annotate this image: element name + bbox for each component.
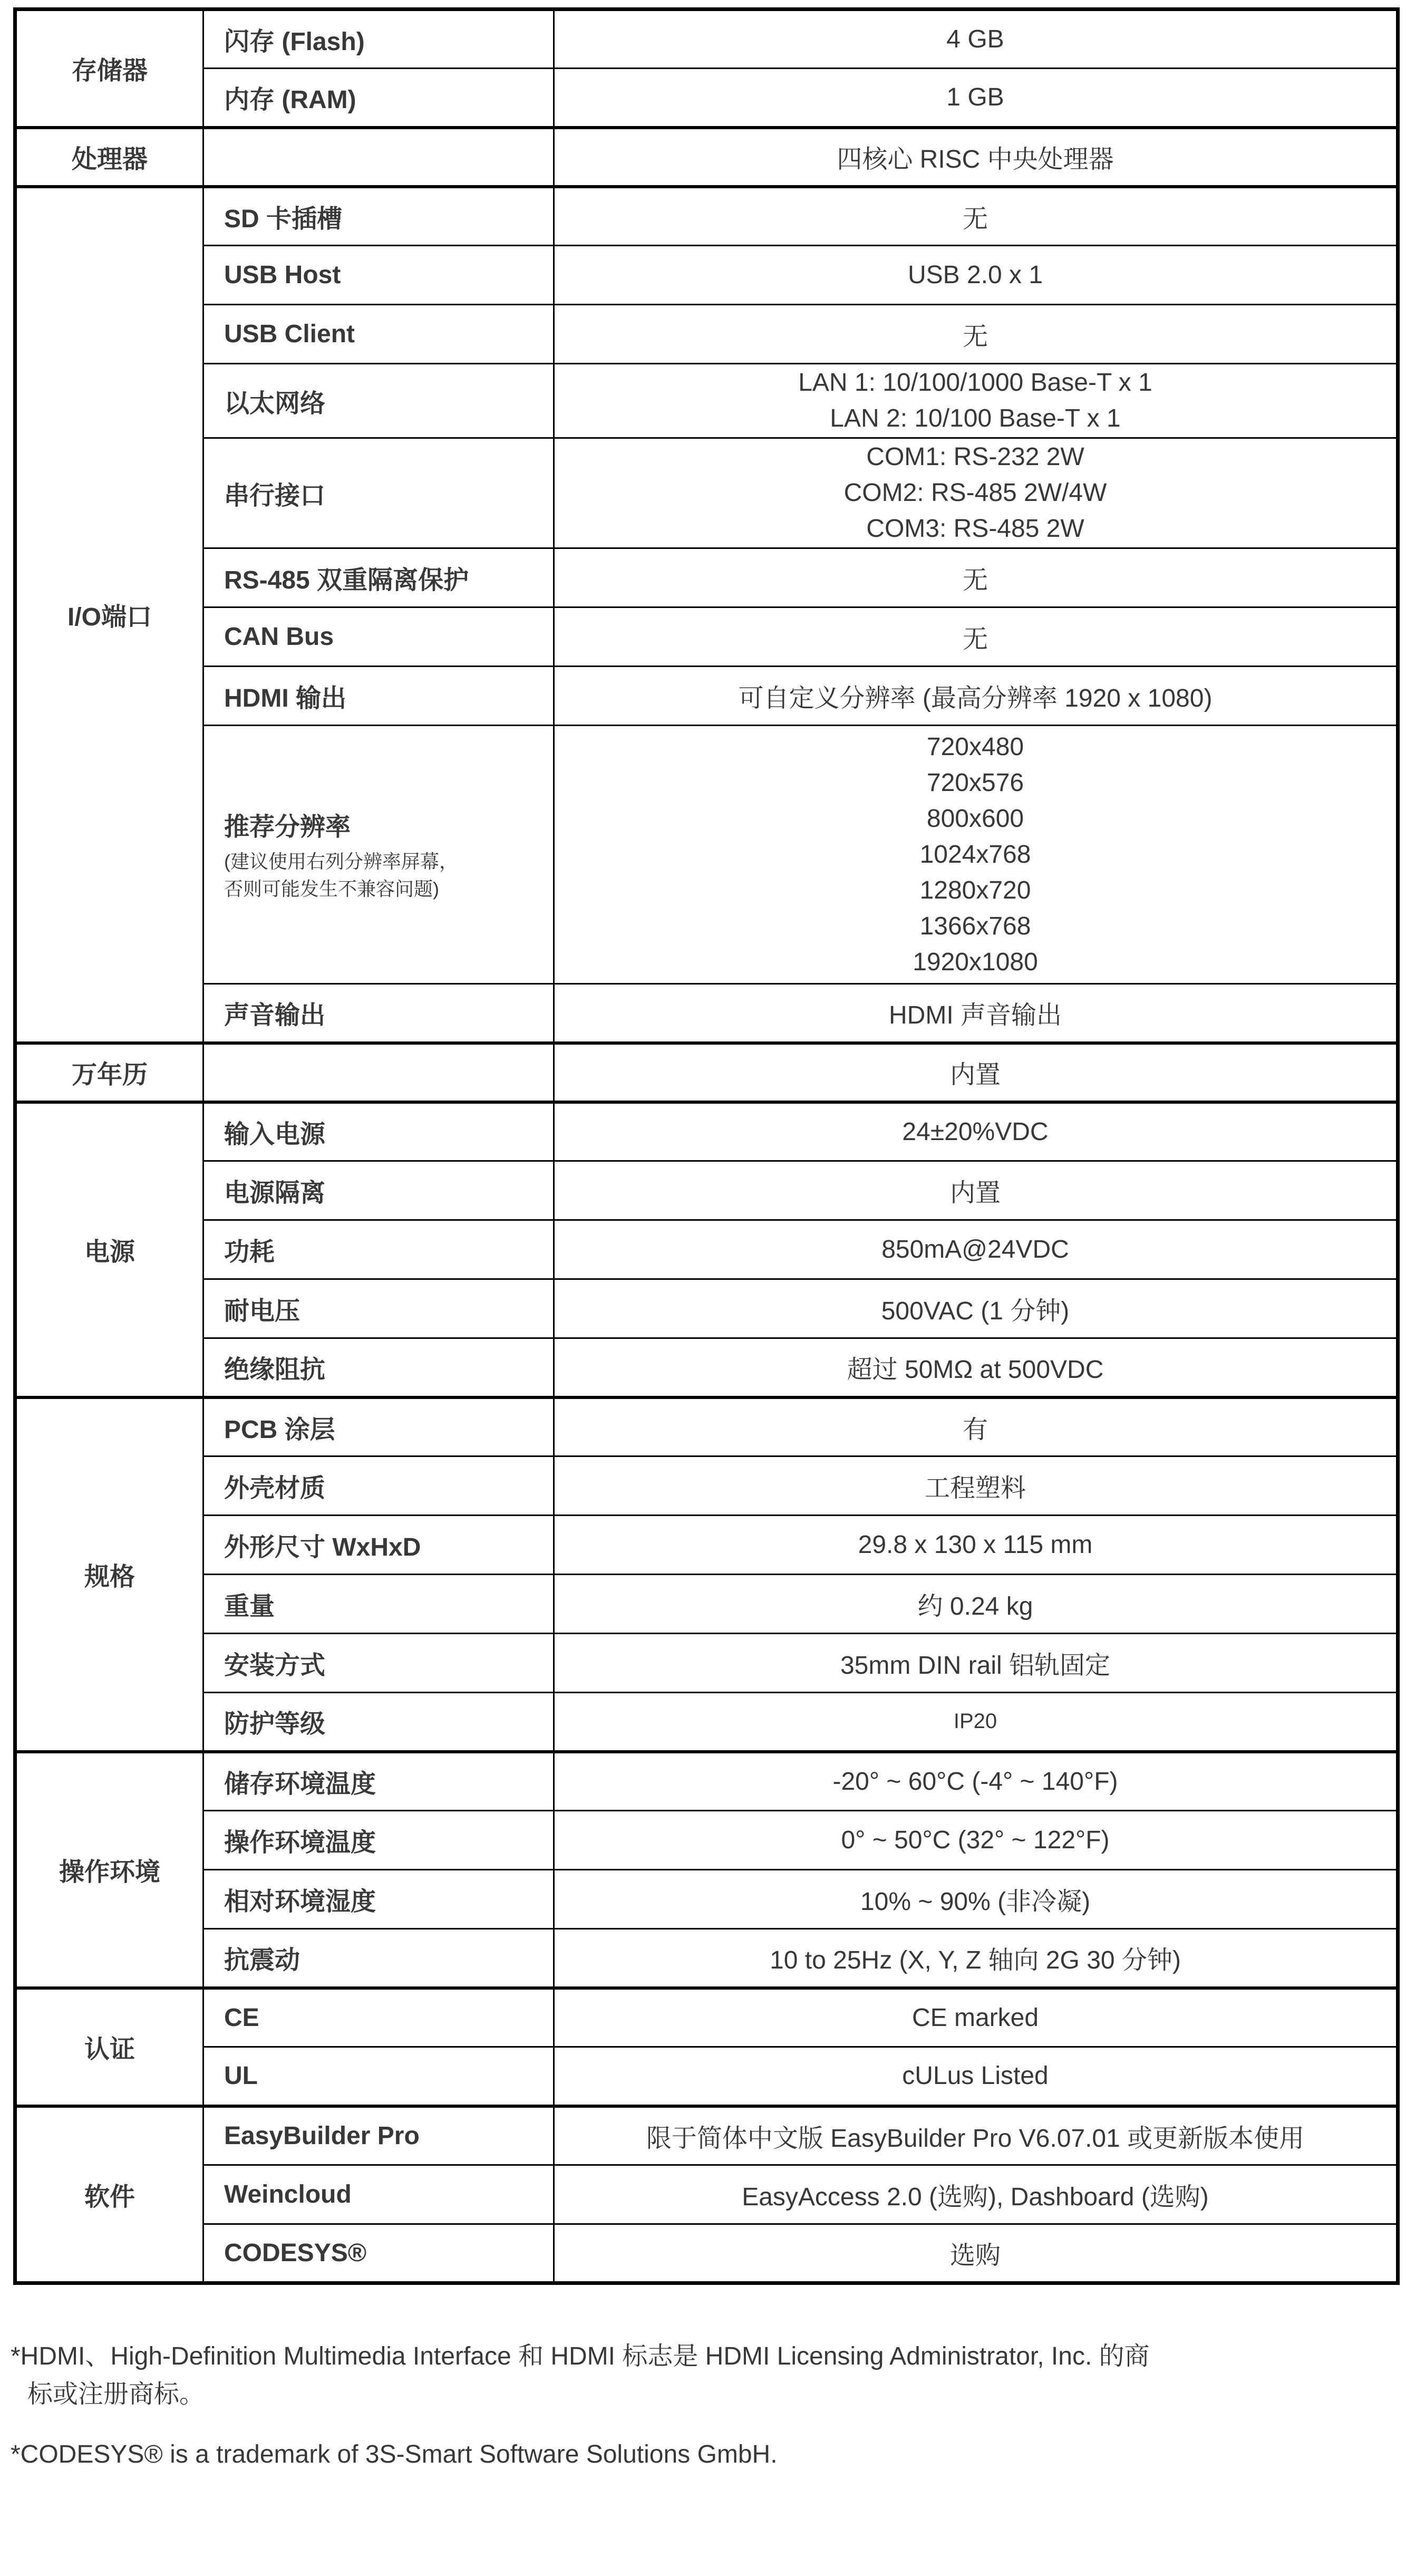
value-line: 1024x768 <box>919 840 1031 869</box>
table-row <box>15 2047 1398 2106</box>
spec-label: CODESYS® <box>203 2224 554 2283</box>
spec-label: CAN Bus <box>203 607 554 667</box>
table-row <box>15 1516 1398 1575</box>
table-row <box>15 1988 1398 2047</box>
table-row <box>15 364 1398 438</box>
spec-value <box>554 726 1398 984</box>
table-row <box>15 1338 1398 1397</box>
table-row <box>15 187 1398 246</box>
category-cell-storage: 存储器 <box>15 9 203 128</box>
value-line: 720x480 <box>926 732 1024 761</box>
spec-sheet-page <box>0 7 1406 2576</box>
spec-label: Weincloud <box>203 2165 554 2224</box>
note-line: (建议使用右列分辨率屏幕， <box>224 851 458 872</box>
footnote-hdmi-line2: 标或注册商标。 <box>27 2380 205 2408</box>
category-cell-calendar: 万年历 <box>15 1043 203 1102</box>
spec-value: 35mm DIN rail 铝轨固定 <box>554 1634 1398 1693</box>
spec-value: -20° ~ 60°C (-4° ~ 140°F) <box>554 1752 1398 1811</box>
spec-value: 工程塑料 <box>554 1456 1398 1516</box>
spec-label: 抗震动 <box>203 1929 554 1988</box>
table-row <box>15 1161 1398 1220</box>
spec-label-empty <box>203 1043 554 1102</box>
spec-value: 29.8 x 130 x 115 mm <box>554 1516 1398 1575</box>
table-row <box>15 607 1398 667</box>
table-row <box>15 667 1398 726</box>
table-row <box>15 9 1398 69</box>
table-row <box>15 1456 1398 1516</box>
value-line: COM3: RS-485 2W <box>866 515 1084 543</box>
table-row <box>15 1575 1398 1634</box>
table-row <box>15 246 1398 305</box>
spec-label: 输入电源 <box>203 1102 554 1161</box>
table-row <box>15 2165 1398 2224</box>
spec-label: 功耗 <box>203 1220 554 1279</box>
footnotes <box>11 2338 1390 2474</box>
spec-value: IP20 <box>554 1693 1398 1752</box>
value-line: LAN 2: 10/100 Base-T x 1 <box>830 404 1121 432</box>
table-row <box>15 548 1398 607</box>
spec-label: 串行接口 <box>203 438 554 548</box>
spec-label: 以太网络 <box>203 364 554 438</box>
category-cell-environment: 操作环境 <box>15 1752 203 1988</box>
spec-value: USB 2.0 x 1 <box>554 246 1398 305</box>
spec-label: EasyBuilder Pro <box>203 2106 554 2165</box>
spec-value: 约 0.24 kg <box>554 1575 1398 1634</box>
value-line: 1280x720 <box>919 876 1031 904</box>
spec-label: HDMI 输出 <box>203 667 554 726</box>
value-line: LAN 1: 10/100/1000 Base-T x 1 <box>798 369 1152 397</box>
spec-label: 相对环境湿度 <box>203 1870 554 1929</box>
spec-value: 10% ~ 90% (非冷凝) <box>554 1870 1398 1929</box>
category-cell-io: I/O端口 <box>15 187 203 1043</box>
spec-value: 无 <box>554 305 1398 364</box>
spec-value: 限于简体中文版 EasyBuilder Pro V6.07.01 或更新版本使用 <box>554 2106 1398 2165</box>
table-row <box>15 1929 1398 1988</box>
spec-label: CE <box>203 1988 554 2047</box>
table-row <box>15 1634 1398 1693</box>
footnote-hdmi-line1: *HDMI、High-Definition Multimedia Interface 和 HDMI 标志是 HDMI Licensing Administrator, Inc. 的商 <box>11 2342 1150 2370</box>
table-row <box>15 1693 1398 1752</box>
spec-label-title: 推荐分辨率 <box>224 813 351 841</box>
spec-value: 无 <box>554 607 1398 667</box>
spec-value: 内置 <box>554 1043 1398 1102</box>
spec-value: 内置 <box>554 1161 1398 1220</box>
value-line: 1920x1080 <box>913 948 1038 976</box>
spec-label: 电源隔离 <box>203 1161 554 1220</box>
spec-label: 储存环境温度 <box>203 1752 554 1811</box>
spec-value: 四核心 RISC 中央处理器 <box>554 128 1398 187</box>
spec-label: 闪存 (Flash) <box>203 9 554 69</box>
category-cell-specs: 规格 <box>15 1397 203 1752</box>
spec-label: UL <box>203 2047 554 2106</box>
table-row <box>15 984 1398 1043</box>
spec-label: 重量 <box>203 1575 554 1634</box>
spec-value: 500VAC (1 分钟) <box>554 1279 1398 1338</box>
value-line: COM1: RS-232 2W <box>866 443 1084 471</box>
spec-value: CE marked <box>554 1988 1398 2047</box>
spec-label: RS-485 双重隔离保护 <box>203 548 554 607</box>
spec-value <box>554 364 1398 438</box>
spec-value: 有 <box>554 1397 1398 1456</box>
spec-label: 外形尺寸 WxHxD <box>203 1516 554 1575</box>
note-line: 否则可能发生不兼容问题) <box>224 878 439 900</box>
spec-value: 10 to 25Hz (X, Y, Z 轴向 2G 30 分钟) <box>554 1929 1398 1988</box>
spec-label-note <box>224 848 552 903</box>
value-line: 1366x768 <box>919 912 1031 940</box>
spec-value: 可自定义分辨率 (最高分辨率 1920 x 1080) <box>554 667 1398 726</box>
value-line: 800x600 <box>926 804 1024 833</box>
spec-value: 1 GB <box>554 69 1398 128</box>
spec-value: 24±20%VDC <box>554 1102 1398 1161</box>
spec-label: USB Host <box>203 246 554 305</box>
spec-label: 操作环境温度 <box>203 1811 554 1870</box>
spec-label: 绝缘阻抗 <box>203 1338 554 1397</box>
spec-label: SD 卡插槽 <box>203 187 554 246</box>
spec-label: PCB 涂层 <box>203 1397 554 1456</box>
category-cell-software: 软件 <box>15 2106 203 2283</box>
table-row <box>15 305 1398 364</box>
category-cell-processor: 处理器 <box>15 128 203 187</box>
spec-label: 外壳材质 <box>203 1456 554 1516</box>
table-row <box>15 2106 1398 2165</box>
table-row <box>15 1397 1398 1456</box>
spec-label: USB Client <box>203 305 554 364</box>
spec-value: 超过 50MΩ at 500VDC <box>554 1338 1398 1397</box>
table-row <box>15 1870 1398 1929</box>
spec-label: 防护等级 <box>203 1693 554 1752</box>
table-row <box>15 726 1398 984</box>
value-line: COM2: RS-485 2W/4W <box>843 479 1107 507</box>
spec-label-empty <box>203 128 554 187</box>
spec-label: 耐电压 <box>203 1279 554 1338</box>
footnote-codesys: *CODESYS® is a trademark of 3S-Smart Software Solutions GmbH. <box>11 2440 778 2468</box>
spec-value: HDMI 声音输出 <box>554 984 1398 1043</box>
table-row <box>15 1752 1398 1811</box>
table-row <box>15 1043 1398 1102</box>
table-row <box>15 1811 1398 1870</box>
table-row <box>15 1279 1398 1338</box>
table-row <box>15 1102 1398 1161</box>
table-row <box>15 128 1398 187</box>
spec-value: 0° ~ 50°C (32° ~ 122°F) <box>554 1811 1398 1870</box>
spec-value: 4 GB <box>554 9 1398 69</box>
table-row <box>15 1220 1398 1279</box>
table-row <box>15 438 1398 548</box>
spec-label: 声音输出 <box>203 984 554 1043</box>
value-line: 720x576 <box>926 768 1024 797</box>
spec-table <box>13 7 1400 2285</box>
spec-label: 内存 (RAM) <box>203 69 554 128</box>
category-cell-certification: 认证 <box>15 1988 203 2106</box>
table-row <box>15 69 1398 128</box>
spec-value: cULus Listed <box>554 2047 1398 2106</box>
spec-value: 无 <box>554 187 1398 246</box>
spec-value: 850mA@24VDC <box>554 1220 1398 1279</box>
table-row <box>15 2224 1398 2283</box>
spec-label: 安装方式 <box>203 1634 554 1693</box>
spec-value <box>554 438 1398 548</box>
spec-value: 选购 <box>554 2224 1398 2283</box>
spec-value: 无 <box>554 548 1398 607</box>
category-cell-power: 电源 <box>15 1102 203 1397</box>
spec-value: EasyAccess 2.0 (选购), Dashboard (选购) <box>554 2165 1398 2224</box>
spec-label-resolution <box>203 726 554 984</box>
